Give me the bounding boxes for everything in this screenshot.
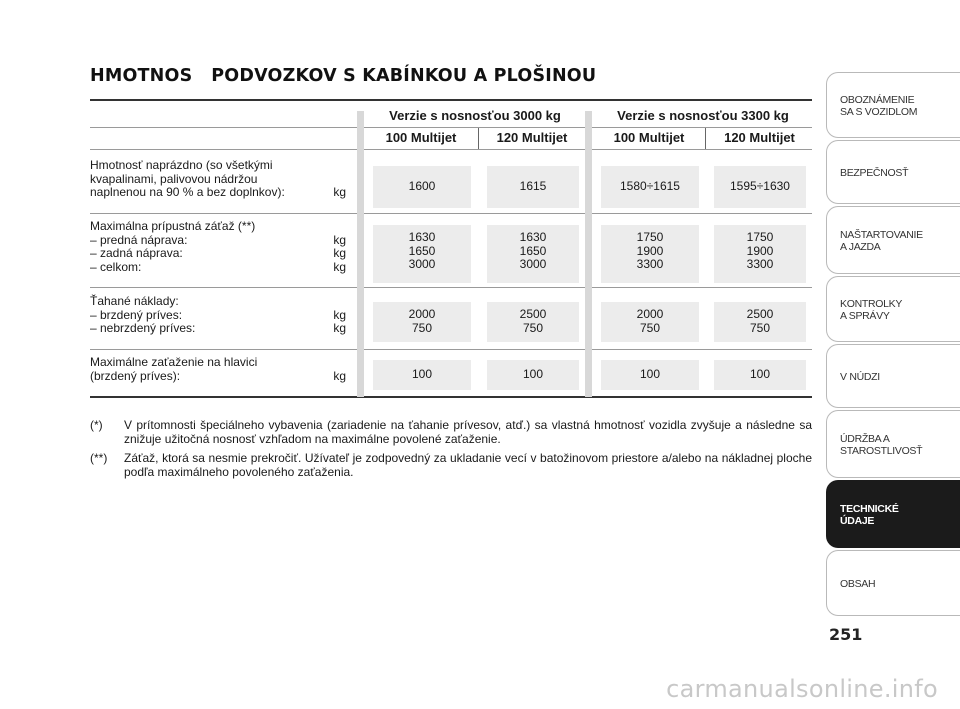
label-text: – zadná náprava: [90, 246, 183, 260]
cell-value: 1630 [408, 230, 436, 244]
value-cell [487, 166, 579, 208]
row-label-hitch-load [90, 356, 346, 383]
label-text: naplnenou na 90 % a bez doplnkov): [90, 185, 285, 199]
chapter-tab-label: OBSAH [840, 578, 876, 590]
cell-value: 1650 [519, 243, 547, 258]
chapter-tab-label: A JAZDA [840, 241, 881, 253]
column-header: 100 Multijet [613, 130, 685, 145]
chapter-tab-label: ÚDAJE [840, 515, 875, 527]
chapter-tab-label: V NÚDZI [840, 371, 880, 383]
value-cell [487, 225, 579, 283]
column-header: 120 Multijet [724, 130, 795, 145]
chapter-tab-label: A SPRÁVY [840, 310, 890, 322]
cell-value: 750 [749, 320, 771, 335]
value-cell [373, 302, 471, 342]
unit: kg [333, 307, 346, 322]
value-cell [373, 166, 471, 208]
page-title: HMOTNOS PODVOZKOV S KABÍNKOU A PLOŠINOU [90, 66, 597, 86]
value-cell [373, 225, 471, 283]
unit: kg [333, 368, 346, 383]
column-header: 100 Multijet [385, 130, 457, 145]
label-text: Hmotnosť naprázdno (so všetkými [90, 158, 273, 172]
cell-value: 1580÷1615 [620, 179, 680, 193]
cell-value: 1650 [408, 243, 436, 258]
value-cell [601, 225, 699, 283]
cell-value: 100 [522, 367, 544, 381]
cell-value: 1750 [746, 230, 774, 244]
value-cell [714, 225, 806, 283]
footnote-text: V prítomnosti špeciálneho vybavenia (zariadenie na ťahanie prívesov, atď.) sa vlastná hmotnosť vozidla zvyšuje a následne sa znižuje užitočná nosnosť vzhľadom na maximálne povolené zaťaženie. [124, 418, 812, 446]
cell-value: 1750 [636, 230, 664, 244]
row-divider [90, 349, 812, 350]
cell-value: 2000 [636, 307, 664, 321]
chapter-tab-label: BEZPEČNOSŤ [840, 167, 909, 179]
chapter-tabs [826, 0, 960, 709]
row-divider [90, 287, 812, 288]
unit: kg [333, 232, 346, 247]
label-text: Maximálne zaťaženie na hlavici [90, 355, 258, 369]
unit: kg [333, 246, 346, 260]
chapter-tab-label: STAROSTLIVOSŤ [840, 445, 923, 457]
footnote-mark: (**) [90, 451, 108, 465]
table-bottom-rule [90, 396, 812, 398]
value-cell [714, 302, 806, 342]
label-text: Ťahané náklady: [90, 294, 179, 308]
value-cell [487, 360, 579, 390]
cell-value: 750 [639, 320, 661, 335]
unit: kg [333, 321, 346, 335]
label-text: – predná náprava: [90, 232, 188, 247]
value-cell [601, 302, 699, 342]
cell-value: 750 [522, 320, 544, 335]
group-header-3000: Verzie s nosnosťou 3000 kg [389, 108, 561, 123]
chapter-tab[interactable] [826, 480, 960, 548]
row-label-towed-loads [90, 295, 346, 336]
cell-value: 1615 [519, 179, 547, 193]
unit: kg [333, 185, 346, 199]
column-band [585, 111, 592, 397]
cell-value: 100 [411, 367, 433, 381]
label-text: kvapalinami, palivovou nádržou [90, 171, 258, 186]
cell-value: 1630 [519, 230, 547, 244]
footnote [90, 418, 812, 446]
cell-value: 100 [639, 367, 661, 381]
footnote [90, 451, 812, 479]
cell-value: 100 [749, 367, 771, 381]
cell-value: 2000 [408, 307, 436, 321]
cell-value: 2500 [746, 307, 774, 321]
row-divider [90, 213, 812, 214]
chapter-tab[interactable] [826, 276, 960, 342]
chapter-tab[interactable] [826, 140, 960, 204]
chapter-tab-label: NAŠTARTOVANIE [840, 229, 923, 241]
cell-value: 3300 [636, 257, 664, 271]
value-cell [373, 360, 471, 390]
chapter-tab-label: OBOZNÁMENIE [840, 94, 915, 106]
label-text: (brzdený príves): [90, 368, 181, 383]
chapter-tab-label: KONTROLKY [840, 298, 903, 310]
column-separator [478, 128, 479, 149]
cell-value: 1900 [746, 243, 774, 258]
cell-value: 3000 [519, 257, 547, 271]
column-separator [705, 128, 706, 149]
label-text: Maximálna prípustná záťaž (**) [90, 219, 256, 233]
column-header: 120 Multijet [496, 130, 568, 145]
footnote-text: Záťaž, ktorá sa nesmie prekročiť. Užívateľ je zodpovedný za ukladanie vecí v batožinovom priestore a/alebo na nákladnej ploche podľa maximálneho povoleného zaťaženia. [124, 451, 812, 479]
label-text: – nebrzdený príves: [90, 321, 196, 335]
table-top-rule [90, 99, 812, 101]
page-number: 251 [829, 625, 863, 644]
cell-value: 3300 [746, 257, 774, 271]
value-cell [487, 302, 579, 342]
chapter-tab[interactable] [826, 72, 960, 138]
value-cell [601, 166, 699, 208]
chapter-tab-label: ÚDRŽBA A [840, 433, 890, 445]
chapter-tab[interactable] [826, 550, 960, 616]
column-header-rule [90, 149, 812, 150]
cell-value: 3000 [408, 257, 436, 271]
chapter-tab[interactable] [826, 410, 960, 478]
cell-value: 1595÷1630 [730, 179, 790, 193]
cell-value: 1900 [636, 243, 664, 258]
column-band [357, 111, 364, 397]
unit: kg [333, 259, 346, 274]
group-header-rule [90, 127, 812, 128]
group-header-3300: Verzie s nosnosťou 3300 kg [617, 108, 789, 123]
watermark: carmanualsonline.info [666, 675, 938, 703]
cell-value: 750 [411, 320, 433, 335]
chapter-tab-label: TECHNICKÉ [840, 503, 899, 515]
row-label-max-load [90, 220, 346, 274]
footnote-mark: (*) [90, 418, 103, 432]
value-cell [601, 360, 699, 390]
label-text: – brzdený príves: [90, 307, 183, 322]
cell-value: 2500 [519, 307, 547, 321]
value-cell [714, 166, 806, 208]
value-cell [714, 360, 806, 390]
label-text: – celkom: [90, 259, 142, 274]
cell-value: 1600 [408, 179, 436, 193]
chapter-tab[interactable] [826, 344, 960, 408]
chapter-tab[interactable] [826, 206, 960, 274]
chapter-tab-label: SA S VOZIDLOM [840, 106, 918, 118]
row-label-empty-weight [90, 159, 346, 200]
